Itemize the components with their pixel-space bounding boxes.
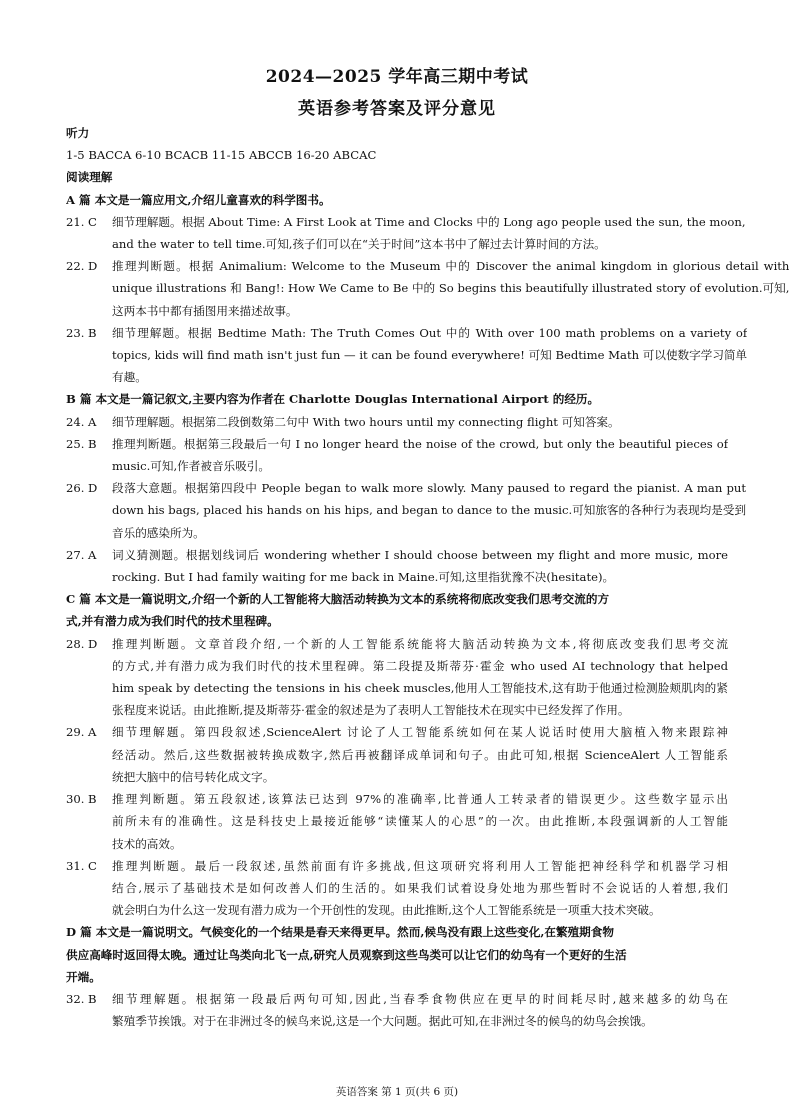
question-explanation: [112, 721, 728, 788]
explanation-line: unique illustrations 和 Bang!: How We Came to Be 中的 So begins this beautifully illustrated story of evolution.可知,: [112, 281, 790, 296]
explanation-line: rocking. But I had family waiting for me back in Maine.可知,这里指犹豫不决(hesitate)。: [112, 570, 615, 585]
explanation-line: 细节理解题。根据第二段倒数第二句中 With two hours until my connecting flight 可知答案。: [112, 414, 620, 429]
question-answer: D: [88, 259, 98, 274]
question-number: 25.: [66, 436, 85, 451]
question-explanation: [112, 255, 789, 322]
explanation-line: 推理判断题。文章首段介绍,一个新的人工智能系统能将大脑活动转换为文本,将彻底改变我们思考交流: [112, 636, 728, 651]
question-explanation: [112, 411, 728, 433]
explanation-line: 经活动。然后,这些数据被转换成数字,然后再被翻译成单词和句子。由此可知,根据 ScienceAlert 人工智能系: [112, 747, 728, 762]
reading-heading: 阅读理解: [66, 170, 113, 185]
question-explanation: [112, 322, 747, 389]
question-number: 26.: [66, 481, 85, 496]
question-number: 22.: [66, 259, 85, 274]
explanation-line: topics, kids will find math isn't just fun — it can be found everywhere! 可知 Bedtime Math 可以使数字学习简单: [112, 348, 748, 363]
explanation-line: 推理判断题。第五段叙述,该算法已达到 97%的准确率,比普通人工转录者的错误更少。这些数字显示出: [112, 792, 728, 807]
question-number: 24.: [66, 414, 85, 429]
question-explanation: [112, 544, 728, 588]
explanation-line: 有趣。: [112, 370, 147, 385]
question-answer: A: [88, 547, 97, 562]
explanation-line: and the water to tell time.可知,孩子们可以在“关于时间”这本书中了解过去计算时间的方法。: [112, 237, 606, 252]
question-number: 31.: [66, 858, 85, 873]
question-number: 28.: [66, 636, 85, 651]
explanation-line: 就会明白为什么这一发现有潜力成为一个开创性的发现。由此推断,这个人工智能系统是一项重大技术突破。: [112, 903, 661, 918]
section-title: 供应高峰时返回得太晚。通过让鸟类向北飞一点,研究人员观察到这些鸟类可以让它们的幼鸟有一个更好的生活: [66, 947, 627, 962]
exam-title: 2024—2025 学年高三期中考试: [265, 67, 529, 87]
explanation-line: 细节理解题。根据第一段最后两句可知,因此,当春季食物供应在更早的时间耗尽时,越来越多的幼鸟在: [112, 991, 728, 1006]
explanation-line: 细节理解题。第四段叙述,ScienceAlert 讨论了人工智能系统如何在某人说话时使用大脑植入物来跟踪神: [112, 725, 728, 740]
question-item: [66, 211, 746, 255]
explanation-line: music.可知,作者被音乐吸引。: [112, 459, 270, 474]
explanation-line: down his bags, placed his hands on his hips, and began to dance to the music.可知旅客的各种行为表现均是受到: [112, 503, 747, 518]
explanation-line: 张程度来说话。由此推断,提及斯蒂芬·霍金的叙述是为了表明人工智能技术在现实中已经发挥了作用。: [112, 703, 630, 718]
question-answer: C: [88, 858, 97, 873]
listening-answers: 1-5 BACCA 6-10 BCACB 11-15 ABCCB 16-20 ABCAC: [66, 148, 377, 163]
explanation-line: him speak by detecting the tensions in his cheek muscles,他用人工智能技术,这有助于他通过检测脸颊肌肉的紧: [112, 681, 728, 696]
question-number: 32.: [66, 991, 85, 1006]
question-explanation: [112, 477, 746, 544]
question-item: [66, 433, 728, 477]
section-title: A 篇 本文是一篇应用文,介绍儿童喜欢的科学图书。: [66, 192, 331, 207]
question-answer: D: [88, 481, 98, 496]
section-title: C 篇 本文是一篇说明文,介绍一个新的人工智能将大脑活动转换为文本的系统将彻底改变我们思考交流的方: [66, 592, 610, 607]
explanation-line: 这两本书中都有插图用来描述故事。: [112, 303, 298, 318]
explanation-line: 统把大脑中的信号转化成文字。: [112, 769, 275, 784]
explanation-line: 结合,展示了基础技术是如何改善人们的生活的。如果我们试着设身处地为那些暂时不会说话的人着想,我们: [112, 880, 728, 895]
section-title: B 篇 本文是一篇记叙文,主要内容为作者在 Charlotte Douglas International Airport 的经历。: [66, 392, 600, 407]
explanation-line: 推理判断题。根据第三段最后一句 I no longer heard the noise of the crowd, but only the beautiful pieces of: [112, 436, 728, 451]
explanation-line: 推理判断题。根据 Animalium: Welcome to the Museum 中的 Discover the animal kingdom in glorious detail with: [112, 259, 790, 274]
explanation-line: 细节理解题。根据 About Time: A First Look at Time and Clocks 中的 Long ago people used the sun, the moon,: [112, 214, 746, 229]
question-explanation: [112, 788, 728, 855]
question-item: [66, 322, 748, 389]
question-number: 30.: [66, 792, 85, 807]
question-answer: B: [88, 991, 97, 1006]
question-number: 27.: [66, 547, 85, 562]
question-explanation: [112, 988, 728, 1032]
question-number: 23.: [66, 325, 85, 340]
question-answer: B: [88, 792, 97, 807]
explanation-line: 细节理解题。根据 Bedtime Math: The Truth Comes Out 中的 With over 100 math problems on a variety of: [112, 325, 748, 340]
explanation-line: 段落大意题。根据第四段中 People began to walk more slowly. Many paused to regard the pianist. A man put: [112, 481, 747, 496]
explanation-line: 技术的高效。: [112, 836, 182, 851]
question-answer: A: [88, 725, 97, 740]
question-item: [66, 988, 728, 1032]
section-title: 开端。: [66, 969, 101, 984]
question-answer: A: [88, 414, 97, 429]
question-answer: B: [88, 436, 97, 451]
answer-content: [66, 122, 790, 1032]
question-item: [66, 788, 728, 855]
question-answer: C: [88, 214, 97, 229]
question-answer: B: [88, 325, 97, 340]
listening-heading: 听力: [66, 126, 90, 140]
document-subtitle: 英语参考答案及评分意见: [298, 99, 496, 119]
question-item: [66, 255, 790, 322]
question-item: [66, 544, 728, 588]
question-explanation: [112, 633, 728, 722]
reading-sections: [66, 189, 790, 1033]
question-item: [66, 855, 728, 922]
section-title: D 篇 本文是一篇说明文。气候变化的一个结果是春天来得更早。然而,候鸟没有跟上这些变化,在繁殖期食物: [66, 925, 614, 940]
question-explanation: [112, 211, 746, 255]
explanation-line: 音乐的感染所为。: [112, 525, 205, 540]
question-number: 21.: [66, 214, 85, 229]
explanation-line: 词义猜测题。根据划线词后 wondering whether I should choose between my flight and more music, more: [112, 547, 728, 562]
explanation-line: 前所未有的准确性。这是科技史上最接近能够“读懂某人的心思”的一次。由此推断,本段强调新的人工智能: [112, 814, 728, 829]
question-item: [66, 721, 728, 788]
question-answer: D: [88, 636, 98, 651]
page-footer: 英语答案 第 1 页(共 6 页): [335, 1086, 459, 1098]
explanation-line: 的方式,并有潜力成为我们时代的技术里程碑。第二段提及斯蒂芬·霍金 who used AI technology that helped: [112, 658, 728, 673]
explanation-line: 繁殖季节挨饿。对于在非洲过冬的候鸟来说,这是一个大问题。据此可知,在非洲过冬的候鸟的幼鸟会挨饿。: [112, 1014, 653, 1029]
question-item: [66, 633, 728, 722]
question-number: 29.: [66, 725, 85, 740]
question-item: [66, 477, 747, 544]
question-explanation: [112, 433, 728, 477]
section-title: 式,并有潜力成为我们时代的技术里程碑。: [66, 614, 279, 629]
question-item: [66, 411, 728, 433]
explanation-line: 推理判断题。最后一段叙述,虽然前面有许多挑战,但这项研究将利用人工智能把神经科学和机器学习相: [112, 858, 728, 873]
question-explanation: [112, 855, 728, 922]
